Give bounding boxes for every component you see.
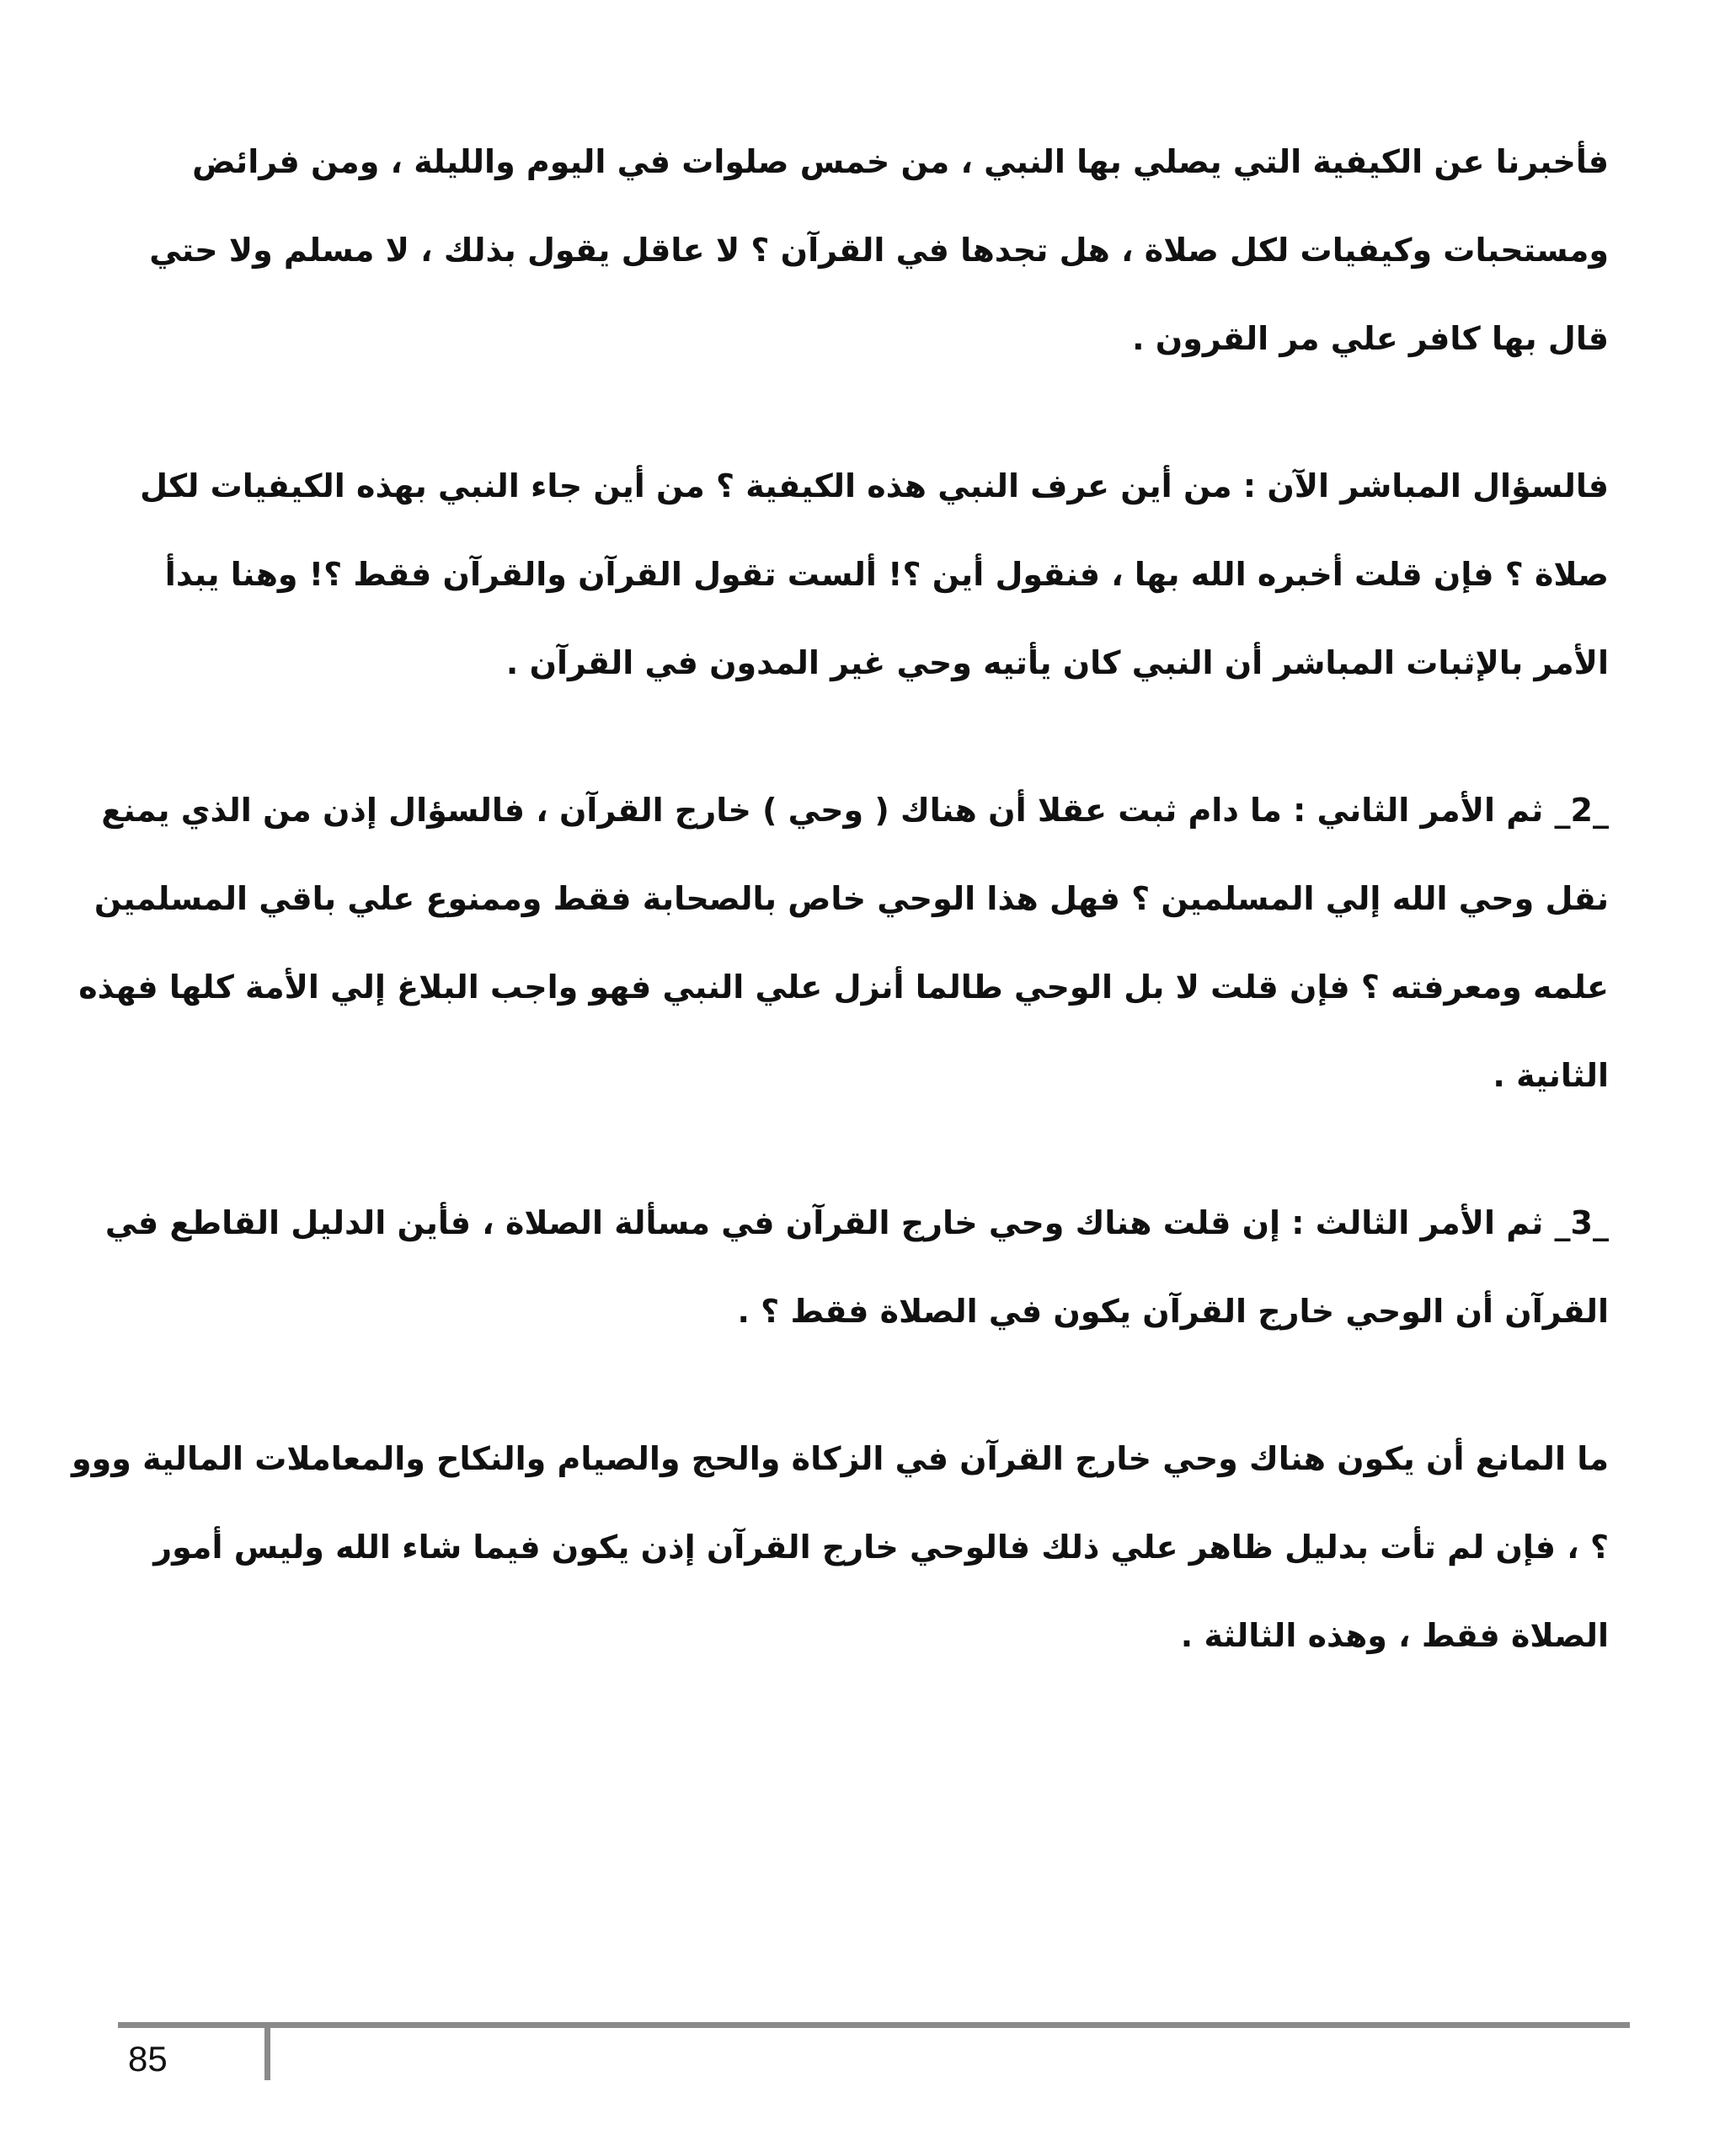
text-line: علمه ومعرفته ؟ فإن قلت لا بل الوحي طالما أنزل علي النبي فهو واجب البلاغ إلي الأمة كلها فهذه xyxy=(78,969,1609,1006)
text-line: _2_ ثم الأمر الثاني : ما دام ثبت عقلا أن هناك ( وحي ) خارج القرآن ، فالسؤال إذن من الذي يمنع xyxy=(101,792,1609,829)
paragraph xyxy=(78,766,1609,1120)
text-line: ما المانع أن يكون هناك وحي خارج القرآن في الزكاة والحج والصيام والنكاح والمعاملات المالية ووو xyxy=(72,1440,1609,1477)
text-line: الأمر بالإثبات المباشر أن النبي كان يأتيه وحي غير المدون في القرآن . xyxy=(505,644,1609,681)
text-line: قال بها كافر علي مر القرون . xyxy=(1132,320,1609,357)
text-line: فالسؤال المباشر الآن : من أين عرف النبي هذه الكيفية ؟ من أين جاء النبي بهذه الكيفيات لكل xyxy=(140,467,1609,504)
paragraph xyxy=(104,1179,1609,1356)
text-line: _3_ ثم الأمر الثالث : إن قلت هناك وحي خارج القرآن في مسألة الصلاة ، فأين الدليل القاطع في xyxy=(104,1204,1609,1241)
text-line: الثانية . xyxy=(1493,1057,1609,1094)
footer-rule xyxy=(118,2022,1630,2028)
text-line: صلاة ؟ فإن قلت أخبره الله بها ، فنقول أين ؟! ألست تقول القرآن والقرآن فقط ؟! وهنا يبدأ xyxy=(164,556,1609,593)
text-line: ومستحبات وكيفيات لكل صلاة ، هل تجدها في القرآن ؟ لا عاقل يقول بذلك ، لا مسلم ولا حتي xyxy=(149,232,1609,269)
text-line: ؟ ، فإن لم تأت بدليل ظاهر علي ذلك فالوحي خارج القرآن إذن يكون فيما شاء الله وليس أمور xyxy=(153,1529,1609,1566)
paragraph xyxy=(126,118,1609,383)
paragraph xyxy=(126,442,1609,707)
text-line: الصلاة فقط ، وهذه الثالثة . xyxy=(1180,1617,1609,1654)
text-line: فأخبرنا عن الكيفية التي يصلي بها النبي ، من خمس صلوات في اليوم والليلة ، ومن فرائض xyxy=(192,143,1609,180)
paragraph xyxy=(72,1415,1609,1680)
text-line: القرآن أن الوحي خارج القرآن يكون في الصلاة فقط ؟ . xyxy=(737,1293,1609,1330)
text-line: نقل وحي الله إلي المسلمين ؟ فهل هذا الوحي خاص بالصحابة فقط وممنوع علي باقي المسلمين xyxy=(93,880,1609,917)
footer-divider xyxy=(264,2028,270,2080)
body-text xyxy=(72,118,1609,1739)
page-number: 85 xyxy=(128,2039,168,2079)
